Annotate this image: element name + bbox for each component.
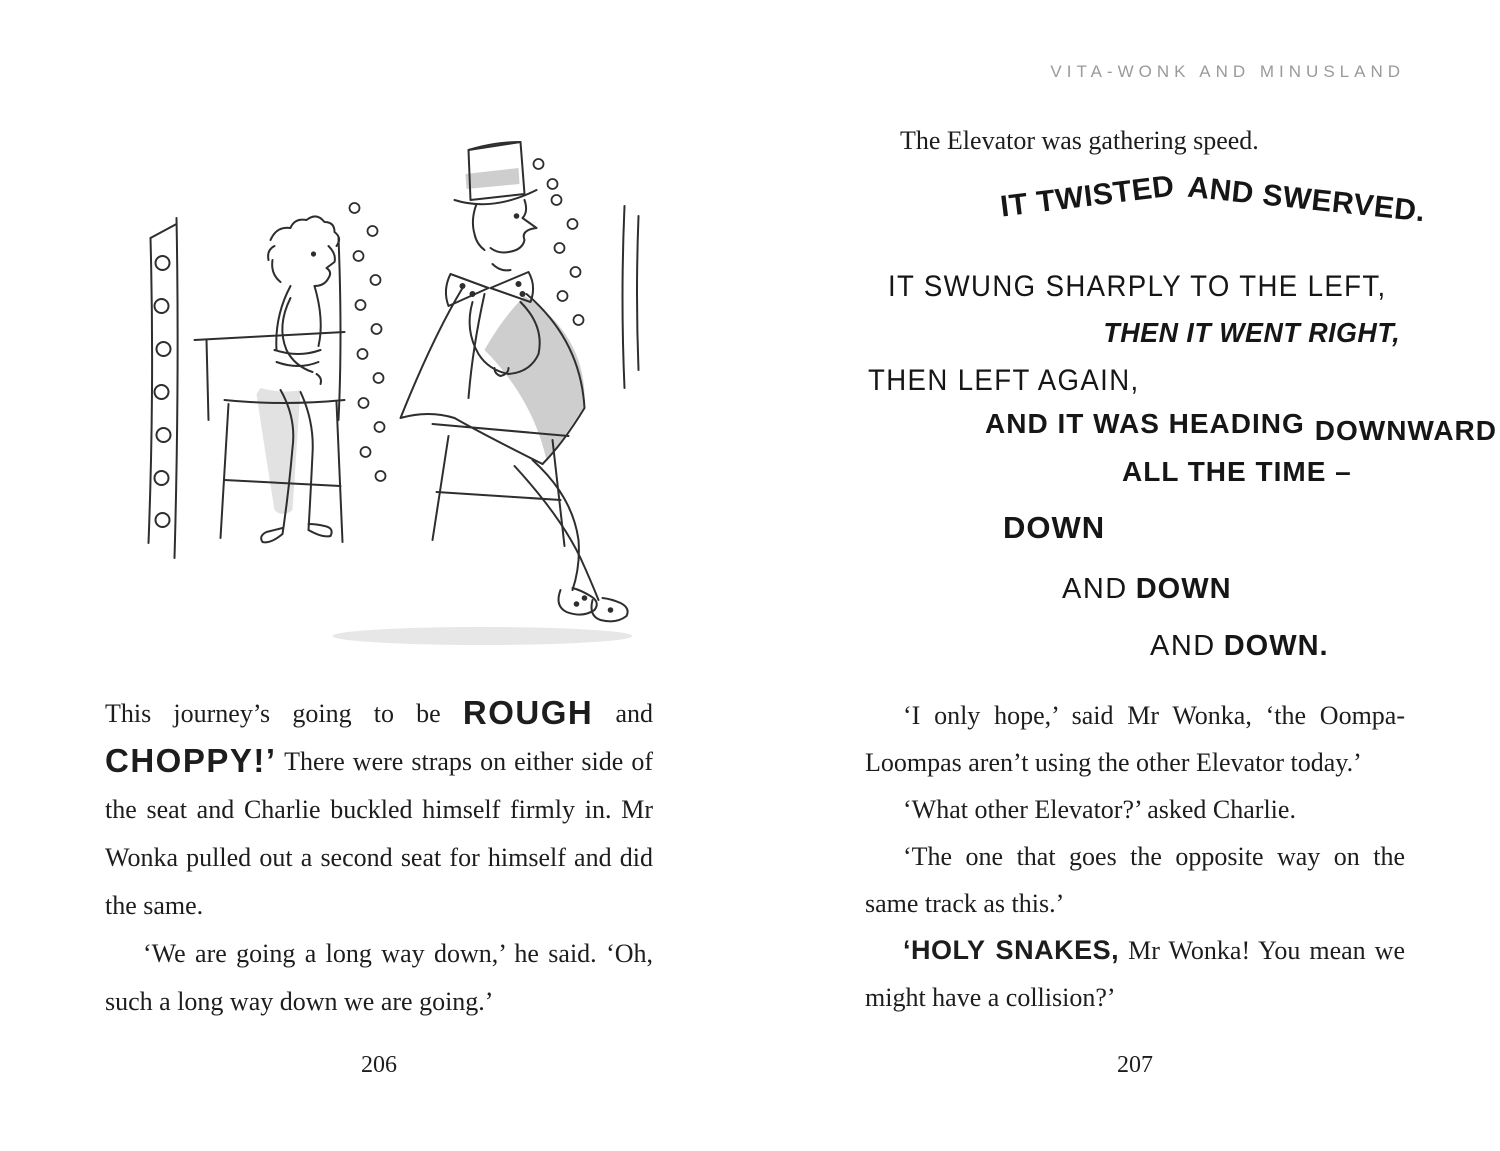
display-word-holy-snakes: ‘HOLY SNAKES, (903, 935, 1120, 965)
body-text: Mr Wonka! You mean we might have a collision?’ (865, 936, 1406, 1012)
display-line-left-again: THEN LEFT AGAIN, (868, 364, 1140, 397)
display-word-rough: ROUGH (462, 694, 594, 731)
paragraph: ‘We are going a long way down,’ he said. ‘Oh, such a long way down we are going.’ (105, 939, 653, 1016)
paragraph: ‘What other Elevator?’ asked Charlie. (903, 795, 1296, 824)
display-word-choppy: CHOPPY!’ (105, 742, 277, 779)
paragraph: ‘I only hope,’ said Mr Wonka, ‘the Oompa-Loompas aren’t using the other Elevator today.’ (865, 701, 1405, 777)
display-text: DOWNWARD (1314, 415, 1497, 446)
paragraph: ‘The one that goes the opposite way on the same track as this.’ (865, 842, 1405, 918)
display-text: AND SWERVED. (1185, 170, 1427, 229)
left-page-body (105, 690, 653, 1026)
display-line-swung: IT SWUNG SHARPLY TO THE LEFT, (888, 270, 1387, 303)
display-text: AND IT WAS HEADING (985, 408, 1305, 439)
elevator-illustration (130, 88, 655, 663)
page-number-left: 206 (361, 1052, 397, 1078)
display-line-down-2 (1062, 573, 1232, 606)
body-text: and (593, 699, 653, 728)
right-page (750, 0, 1500, 1151)
body-text: This journey’s going to be (105, 699, 463, 728)
running-head: VITA-WONK AND MINUSLAND (1050, 62, 1405, 81)
display-line-all-the-time: ALL THE TIME – (1122, 456, 1352, 487)
display-line-twisted (998, 169, 1427, 229)
display-text: AND (1150, 630, 1216, 662)
display-line-went-right: THEN IT WENT RIGHT, (1103, 317, 1400, 348)
display-text: AND (1062, 573, 1128, 605)
paragraph: The Elevator was gathering speed. (900, 126, 1259, 155)
paragraph (105, 690, 653, 930)
page-number-right: 207 (1117, 1052, 1153, 1078)
display-line-heading-downward (985, 408, 1497, 446)
display-text: IT TWISTED (998, 169, 1177, 224)
paragraph (865, 927, 1405, 1021)
display-text: DOWN. (1223, 630, 1329, 662)
display-line-down-3 (1150, 630, 1329, 663)
display-text: DOWN (1135, 573, 1232, 605)
body-text: There were straps on either side of the seat and Charlie buckled himself firmly in. Mr Wonka pulled out a second seat for himself and did the same. (105, 747, 653, 920)
right-page-body (865, 692, 1405, 1021)
display-line-down-1: DOWN (1003, 510, 1106, 545)
